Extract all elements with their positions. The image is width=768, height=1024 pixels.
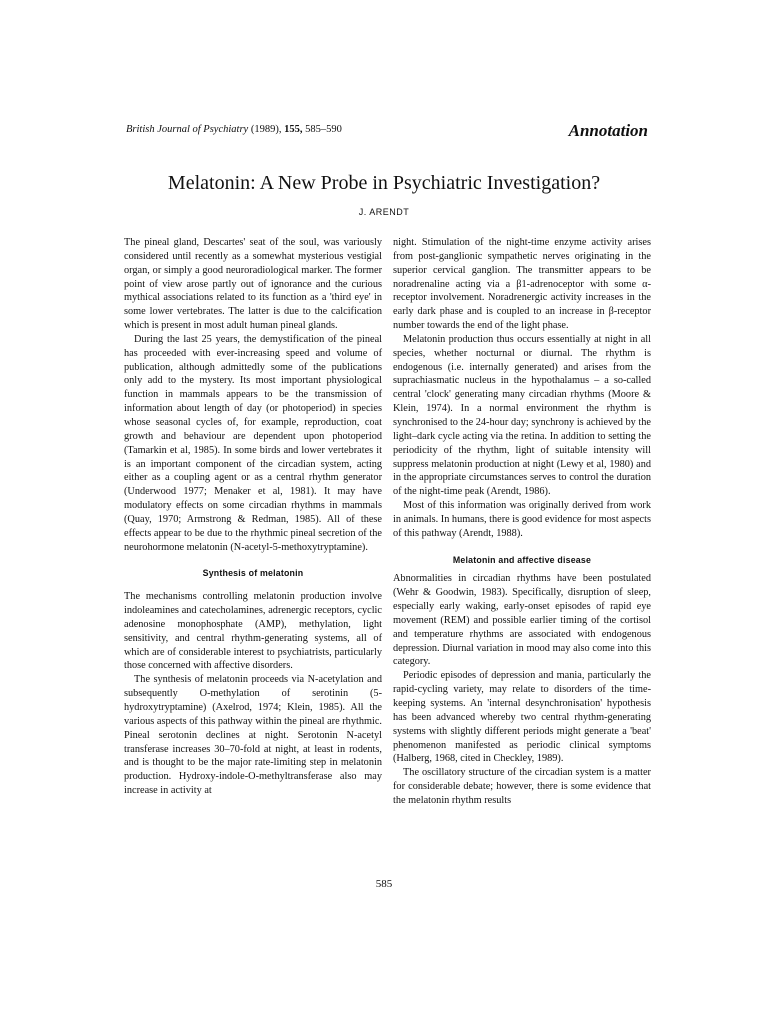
paragraph: Periodic episodes of depression and mania, particularly the rapid-cycling variety, may relate to disorders of the time-keeping systems. An 'internal desynchronisation' hypothesis has been advanced whereby two central rhythm-generating systems with slightly different periods might generate a 'beat' phenomenon manifested as periodic clinical symptoms (Halberg, 1968, cited in Checkley, 1989). <box>393 670 651 765</box>
running-header-journal <box>126 124 342 135</box>
paragraph: Abnormalities in circadian rhythms have been postulated (Wehr & Goodwin, 1983). Specifically, disruption of sleep, especially early waking, early-onset episodes of rapid eye movement (REM) and possible earlier timing of the cortisol and temperature rhythms are associated with endogenous depression. Diurnal variation in mood may also come into this category. <box>393 573 651 668</box>
paragraph: Most of this information was originally derived from work in animals. In humans, there is good evidence for most aspects of this pathway (Arendt, 1988). <box>393 500 651 539</box>
paragraph: The mechanisms controlling melatonin production involve indoleamines and catecholamines, adrenergic receptors, cyclic adenosine monophosphate (AMP), methylation, light sensitivity, and central rhythm-generating systems, all of which are of considerable interest to psychiatrists, particularly those concerned with affective disorders. <box>124 591 382 672</box>
journal-pages: 585–590 <box>305 124 342 135</box>
paragraph: The oscillatory structure of the circadian system is a matter for considerable debate; however, there is some evidence that the melatonin rhythm results <box>393 767 651 806</box>
section-heading: Synthesis of melatonin <box>202 568 304 579</box>
journal-name: British Journal of Psychiatry <box>126 124 249 135</box>
left-column <box>124 236 382 798</box>
journal-volume: 155, <box>284 124 303 135</box>
article-author: J. ARENDT <box>358 207 410 217</box>
paragraph: The synthesis of melatonin proceeds via N-acetylation and subsequently O-methylation of serotinin (5-hydroxytryptamine) (Axelrod, 1974; Klein, 1985). All the various aspects of this pathway within the pineal are rhythmic. Pineal serotonin declines at night. Serotonin N-acetyl transferase increases 30–70-fold at night, at least in rodents, and is thought to be the major rate-limiting step in melatonin production. Hydroxy-indole-O-methyltransferase also may increase in activity at <box>124 674 382 797</box>
paragraph: night. Stimulation of the night-time enzyme activity arises from post-ganglionic sympathetic nerves originating in the superior cervical ganglion. The transmitter appears to be noradrenaline acting via a β1-adrenoceptor with some α-receptor involvement. Noradrenergic activity increases in the early dark phase and is coupled to an increase in β-receptor number towards the end of the light phase. <box>393 237 651 332</box>
paragraph: Melatonin production thus occurs essentially at night in all species, whether nocturnal or diurnal. The rhythm is endogenous (i.e. internally generated) and arises from the suprachiasmatic nucleus in the hypothalamus – a so-called central 'clock' generating many circadian rhythms (Moore & Klein, 1974). In a normal environment the rhythm is synchronised to the 24-hour day; synchrony is achieved by the light–dark cycle acting via the retina. In addition to setting the periodicity of the rhythm, light of suitable intensity will suppress melatonin production at night (Lewy et al, 1980) and in the appropriate circumstances serves to control the duration of the night-time peak (Arendt, 1986). <box>393 333 651 498</box>
page-number: 585 <box>375 878 393 890</box>
paragraph: The pineal gland, Descartes' seat of the soul, was variously considered until recently as a somewhat mysterious vestigial organ, or simply a good neuroradiological marker. The former point of view arose partly out of ignorance and the curious mythical associations related to its function as a 'third eye' in some lower vertebrates. The latter is due to the calcification which is present in most adult human pineal glands. <box>124 237 382 332</box>
section-label: Annotation <box>568 121 648 140</box>
section-heading: Melatonin and affective disease <box>452 554 592 565</box>
paragraph: During the last 25 years, the demystification of the pineal has proceeded with ever-increasing speed and volume of publication, although admittedly some of the publications only add to the mystery. Its most important physiological function in mammals appears to be the transmission of information about length of day (or photoperiod) in species whose seasonal cycles of, for example, reproduction, coat growth and behaviour are dependent upon photoperiod (Tamarkin et al, 1985). In some birds and lower vertebrates it is an important component of the circadian system, acting either as a coupling agent or as a central rhythm generator (Underwood 1977; Menaker et al, 1981). It may have modulatory effects on some circadian rhythms in mammals (Quay, 1970; Armstrong & Redman, 1985). All of these effects appear to be due to the rhythmic pineal secretion of the neurohormone melatonin (N-acetyl-5-methoxytryptamine). <box>124 333 382 553</box>
journal-year: (1989), <box>250 124 282 135</box>
right-column <box>393 236 651 808</box>
article-title: Melatonin: A New Probe in Psychiatric Investigation? <box>167 172 601 194</box>
